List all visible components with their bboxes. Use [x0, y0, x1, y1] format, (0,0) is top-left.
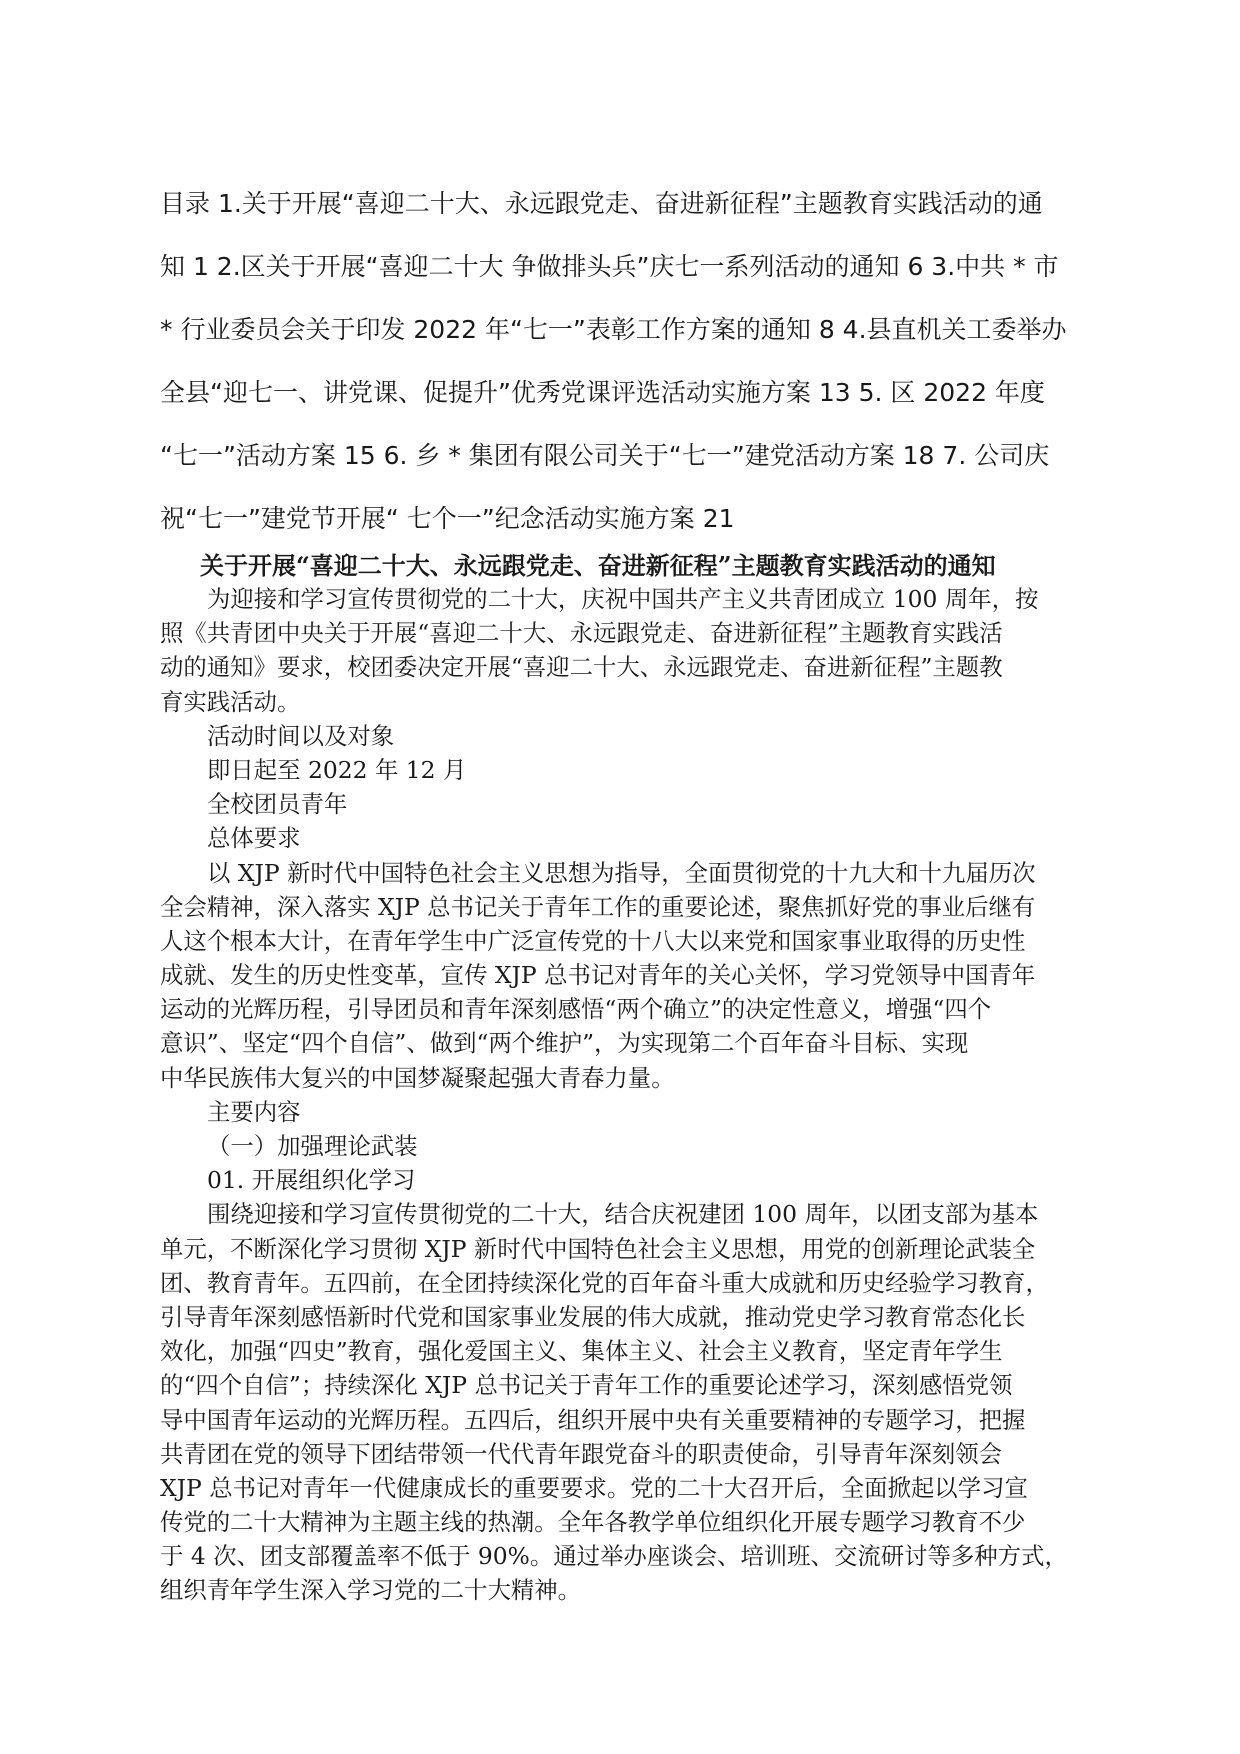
body-text-line: 成就、发生的历史性变革，宣传 XJP 总书记对青年的关心关怀，学习党领导中国青年 — [160, 961, 1036, 990]
body-text-line: （一）加强理论武装 — [207, 1132, 418, 1160]
body-text-line: 以 XJP 新时代中国特色社会主义思想为指导，全面贯彻党的十九大和十九届历次 — [207, 858, 1036, 887]
document-title: 关于开展“喜迎二十大、永远跟党走、奋进新征程”主题教育实践活动的通知 — [200, 551, 996, 580]
toc-line: 祝“七一”建党节开展“ 七个一”纪念活动实施方案 21 — [160, 504, 735, 533]
toc-line: * 行业委员会关于印发 2022 年“七一”表彰工作方案的通知 8 4.县直机关工委举办 — [160, 315, 1067, 344]
body-text-line: 主要内容 — [207, 1097, 301, 1126]
body-text-line: 全校团员青年 — [207, 790, 348, 819]
body-text-line: 照《共青团中央关于开展“喜迎二十大、永远跟党走、奋进新征程”主题教育实践活 — [160, 619, 1003, 648]
body-text-line: 01. 开展组织化学习 — [207, 1166, 416, 1195]
body-text-line: 的“四个自信”；持续深化 XJP 总书记关于青年工作的重要论述学习，深刻感悟党领 — [160, 1371, 1013, 1400]
toc-line: 目录 1.关于开展“喜迎二十大、永远跟党走、奋进新征程”主题教育实践活动的通 — [160, 189, 1043, 218]
body-text-line: 运动的光辉历程，引导团员和青年深刻感悟“两个确立”的决定性意义，增强“四个 — [160, 995, 992, 1024]
toc-line: “七一”活动方案 15 6. 乡 * 集团有限公司关于“七一”建党活动方案 18 7. 公司庆 — [160, 441, 1050, 470]
body-text-line: 引导青年深刻感悟新时代党和国家事业发展的伟大成就，推动党史学习教育常态化长 — [160, 1302, 1026, 1331]
body-text-line: 动的通知》要求，校团委决定开展“喜迎二十大、永远跟党走、奋进新征程”主题教 — [160, 653, 1003, 682]
body-text-line: 育实践活动。 — [160, 687, 301, 716]
body-text-line: 于 4 次、团支部覆盖率不低于 90%。通过举办座谈会、培训班、交流研讨等多种方式， — [160, 1542, 1068, 1571]
toc-line: 知 1 2.区关于开展“喜迎二十大 争做排头兵”庆七一系列活动的通知 6 3.中共 * 市 — [160, 252, 1059, 281]
body-text-line: 效化，加强“四史”教育，强化爱国主义、集体主义、社会主义教育，坚定青年学生 — [160, 1337, 1003, 1366]
body-text-line: 为迎接和学习宣传贯彻党的二十大，庆祝中国共产主义共青团成立 100 周年，按 — [207, 585, 1039, 613]
body-text-line: 团、教育青年。五四前，在全团持续深化党的百年奋斗重大成就和历史经验学习教育， — [160, 1268, 1049, 1297]
body-text-line: 单元，不断深化学习贯彻 XJP 新时代中国特色社会主义思想，用党的创新理论武装全 — [160, 1234, 1036, 1263]
body-text-line: 导中国青年运动的光辉历程。五四后，组织开展中央有关重要精神的专题学习，把握 — [160, 1405, 1026, 1434]
body-text-line: 总体要求 — [207, 824, 301, 853]
body-text-line: 围绕迎接和学习宣传贯彻党的二十大，结合庆祝建团 100 周年，以团支部为基本 — [207, 1200, 1039, 1229]
toc-line: 全县“迎七一、讲党课、促提升”优秀党课评选活动实施方案 13 5. 区 2022 年度 — [160, 378, 1045, 407]
body-text-line: 共青团在党的领导下团结带领一代代青年跟党奋斗的职责使命，引导青年深刻领会 — [160, 1439, 1003, 1468]
body-text-line: 即日起至 2022 年 12 月 — [207, 755, 467, 784]
document-body — [160, 582, 1080, 1608]
body-text-line: 全会精神，深入落实 XJP 总书记关于青年工作的重要论述，聚焦抓好党的事业后继有 — [160, 892, 1036, 921]
table-of-contents — [160, 172, 1080, 550]
body-text-line: 传党的二十大精神为主题主线的热潮。全年各教学单位组织化开展专题学习教育不少 — [160, 1508, 1026, 1537]
body-text-line: 活动时间以及对象 — [207, 721, 395, 750]
body-text-line: 人这个根本大计，在青年学生中广泛宣传党的十八大以来党和国家事业取得的历史性 — [160, 926, 1026, 955]
body-text-line: 意识”、坚定“四个自信”、做到“两个维护”，为实现第二个百年奋斗目标、实现 — [160, 1029, 969, 1058]
body-text-line: 组织青年学生深入学习党的二十大精神。 — [160, 1576, 582, 1605]
body-text-line: XJP 总书记对青年一代健康成长的重要要求。党的二十大召开后，全面掀起以学习宣 — [160, 1473, 1028, 1502]
body-text-line: 中华民族伟大复兴的中国梦凝聚起强大青春力量。 — [160, 1063, 675, 1092]
